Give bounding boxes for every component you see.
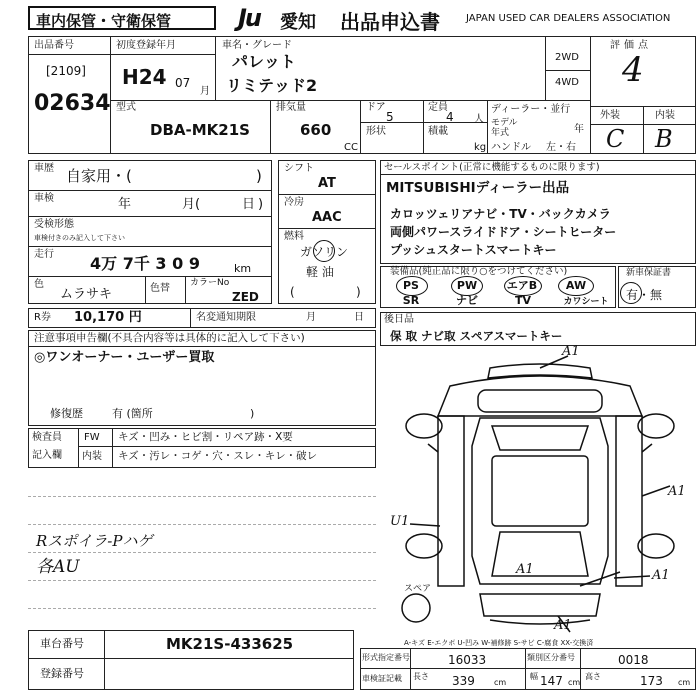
fuel-diesel: 軽 油 (306, 265, 334, 279)
color-code: ZED (232, 290, 259, 304)
grade-label: 評価点 (610, 40, 652, 51)
mileage-label: 走行 (34, 249, 54, 260)
exterior-grade: C (606, 125, 625, 153)
repair-value: 有 (箇所 (112, 407, 153, 420)
equip-leather-seat: カワシート (563, 297, 609, 307)
repair-label: 修復歴 (50, 407, 83, 420)
width-unit: cm (568, 678, 581, 687)
height-value: 173 (640, 674, 663, 688)
color-code-label: カラーNo (190, 278, 230, 288)
ac-label: 冷房 (284, 197, 304, 208)
inspection-day: 日 (242, 197, 256, 212)
warranty-label: 新車保証書 (626, 268, 672, 278)
int-label: 内装 (82, 451, 102, 462)
chassis-label: 車台番号 (40, 637, 84, 650)
inspector-label-1: 検査員 (32, 432, 62, 443)
inspection-year: 年 (118, 197, 132, 212)
displacement: 660 (300, 121, 332, 139)
org-name: 愛知 (280, 12, 316, 33)
equip-aw: AW (565, 279, 587, 292)
warranty-value: 有・無 (626, 288, 663, 302)
notes-line-1: ◎ワンオーナー・ユーザー買取 (34, 350, 215, 365)
dealer-label: ディーラー・並行 (491, 104, 571, 115)
fuel-label: 燃料 (284, 231, 304, 242)
cert-label: 車検証記載 (362, 674, 402, 683)
inspection-month: 月( (182, 197, 201, 212)
form-number: 16033 (448, 653, 487, 667)
sales-line-3: 両側パワースライドドア・シートヒーター (390, 225, 617, 239)
damage-mark-right: A1 (668, 484, 686, 499)
rear-items-label: 後日品 (384, 314, 414, 325)
shift-label: シフト (284, 163, 314, 174)
handle-label: ハンドル (491, 142, 531, 153)
registration-month-unit: 月 (200, 86, 210, 97)
load-unit: kg (474, 142, 487, 153)
rear-items-value: 保 取 ナビ取 スペアスマートキー (390, 329, 563, 343)
capacity-label: 定員 (428, 102, 448, 113)
lot-sub-number: [2109] (46, 64, 86, 78)
damage-mark-rear-left: A1 (516, 562, 534, 577)
displacement-unit: CC (344, 142, 358, 153)
receipt-label: 受検形態 (34, 219, 74, 230)
fuel-gasoline: ガソリン (300, 245, 349, 259)
equip-sr: SR (402, 294, 420, 307)
doors-value: 5 (386, 110, 394, 124)
class-number: 0018 (618, 653, 649, 667)
equip-airbag-circle (504, 276, 542, 296)
ju-logo-text: Ju (238, 4, 261, 32)
color-change-label: 色替 (150, 283, 170, 294)
equipment-label: 装備品(純正品に限り○をつけてください) (390, 266, 568, 277)
inspection-close: ) (258, 197, 264, 212)
model-code: DBA-MK21S (150, 121, 250, 139)
exterior-label: 外装 (600, 110, 620, 121)
displacement-label: 排気量 (276, 102, 306, 113)
damage-mark-left: U1 (390, 514, 410, 529)
notice-day: 日 (354, 312, 364, 323)
class-number-label: 類別区分番号 (527, 653, 575, 662)
spare-label: スペア (404, 584, 432, 594)
doors-label: ドア (366, 102, 386, 113)
car-model: パレット (232, 52, 296, 71)
model-code-label: 型式 (116, 102, 136, 113)
mileage-unit: km (234, 262, 252, 275)
length-value: 339 (452, 674, 475, 688)
notice-month: 月 (306, 312, 316, 323)
capacity-unit: 人 (474, 114, 484, 125)
height-label: 高さ (585, 672, 601, 681)
fuel-selected-circle (313, 240, 335, 262)
notes-label: 注意事項申告欄(不具合内容等は具体的に記入して下さい) (34, 332, 305, 344)
recycle-label: R券 (34, 312, 51, 323)
notice-label: 名変通知期限 (196, 312, 256, 323)
sales-line-4: プッシュスタートスマートキー (390, 243, 557, 257)
shift-value: AT (318, 176, 336, 191)
equip-pw-circle (451, 276, 483, 296)
history-label: 車歴 (34, 163, 54, 174)
damage-mark-front: A1 (562, 344, 580, 359)
model-year-unit: 年 (574, 124, 584, 135)
equip-aw-circle (558, 276, 594, 296)
fuel-close: ) (356, 285, 361, 299)
history-value: 自家用・( (66, 167, 132, 185)
ju-logo (238, 6, 278, 32)
equip-pw: PW (456, 279, 478, 292)
fw-items: キズ・凹み・ヒビ割・リペア跡・X要 (118, 431, 293, 443)
history-close: ) (256, 167, 262, 185)
fuel-open: ( (290, 285, 295, 299)
sales-point-label: セールスポイント(正常に機能するものに限ります) (384, 162, 600, 173)
registration-label: 初度登録年月 (116, 40, 176, 51)
color-label: 色 (34, 279, 44, 290)
length-unit: cm (494, 678, 507, 687)
header-badge-text: 車内保管・守衛保管 (36, 12, 172, 30)
car-grade: リミテッド2 (226, 76, 318, 95)
damage-mark-bumper: A1 (554, 618, 572, 633)
recycle-value: 10,170 円 (74, 310, 142, 325)
registration-month: 07 (175, 76, 191, 90)
equip-tv: TV (514, 294, 532, 307)
warranty-circle (620, 282, 642, 304)
registration-year: H24 (122, 65, 167, 89)
color-value: ムラサキ (60, 287, 113, 302)
load-label: 積載 (428, 126, 448, 137)
damage-mark-rear-right: A1 (652, 568, 670, 583)
length-label: 長さ (413, 672, 429, 681)
handwritten-note-2: 各AU (36, 557, 80, 577)
form-subtitle: JAPAN USED CAR DEALERS ASSOCIATION (466, 13, 671, 24)
drive-2wd: 2WD (555, 52, 579, 63)
registration-number-label: 登録番号 (40, 667, 84, 680)
lot-label: 出品番号 (34, 40, 74, 51)
header-badge (28, 6, 216, 30)
grade-score: 4 (622, 50, 644, 90)
inspection-label: 車検 (34, 193, 54, 204)
receipt-note: 車検付きのみ記入して下さい (34, 234, 125, 242)
form-title: 出品申込書 (340, 10, 440, 34)
form-number-label: 形式指定番号 (362, 653, 410, 662)
car-damage-diagram (380, 346, 696, 646)
car-name-label: 車名・グレード (222, 40, 292, 51)
interior-grade: B (655, 125, 673, 153)
height-unit: cm (678, 678, 691, 687)
repair-close: ) (250, 407, 255, 420)
damage-legend: A-キズ E-エクボ U-凹み W-補修跡 S-サビ C-腐食 XX-交換済 (404, 639, 594, 647)
equip-ps-circle (396, 276, 428, 296)
int-items: キズ・汚レ・コゲ・穴・スレ・キレ・破レ (118, 450, 318, 462)
handwritten-note-1: Rスポイラ-Pハゲ (36, 532, 153, 550)
equip-airbag: エアB (506, 279, 538, 292)
equip-navi: ナビ (456, 294, 478, 307)
ac-value: AAC (312, 210, 342, 225)
model-year-label: モデル年式 (491, 118, 518, 138)
sales-line-2: カロッツェリアナビ・TV・バックカメラ (390, 207, 611, 221)
equip-ps: PS (403, 279, 419, 292)
shape-label: 形状 (366, 126, 386, 137)
interior-label: 内装 (655, 110, 675, 121)
handle-options: 左・右 (546, 142, 576, 153)
lot-number: 02634 (34, 91, 111, 116)
chassis-number: MK21S-433625 (166, 635, 294, 653)
mileage-value: 4万 7千 3 0 9 (90, 254, 200, 273)
fw-label: FW (84, 432, 100, 443)
capacity-value: 4 (446, 110, 454, 124)
width-value: 147 (540, 674, 563, 688)
sales-line-1: MITSUBISHIディーラー出品 (386, 180, 570, 196)
width-label: 幅 (530, 672, 538, 681)
inspector-label-2: 記入欄 (32, 450, 62, 461)
drive-4wd: 4WD (555, 77, 579, 88)
